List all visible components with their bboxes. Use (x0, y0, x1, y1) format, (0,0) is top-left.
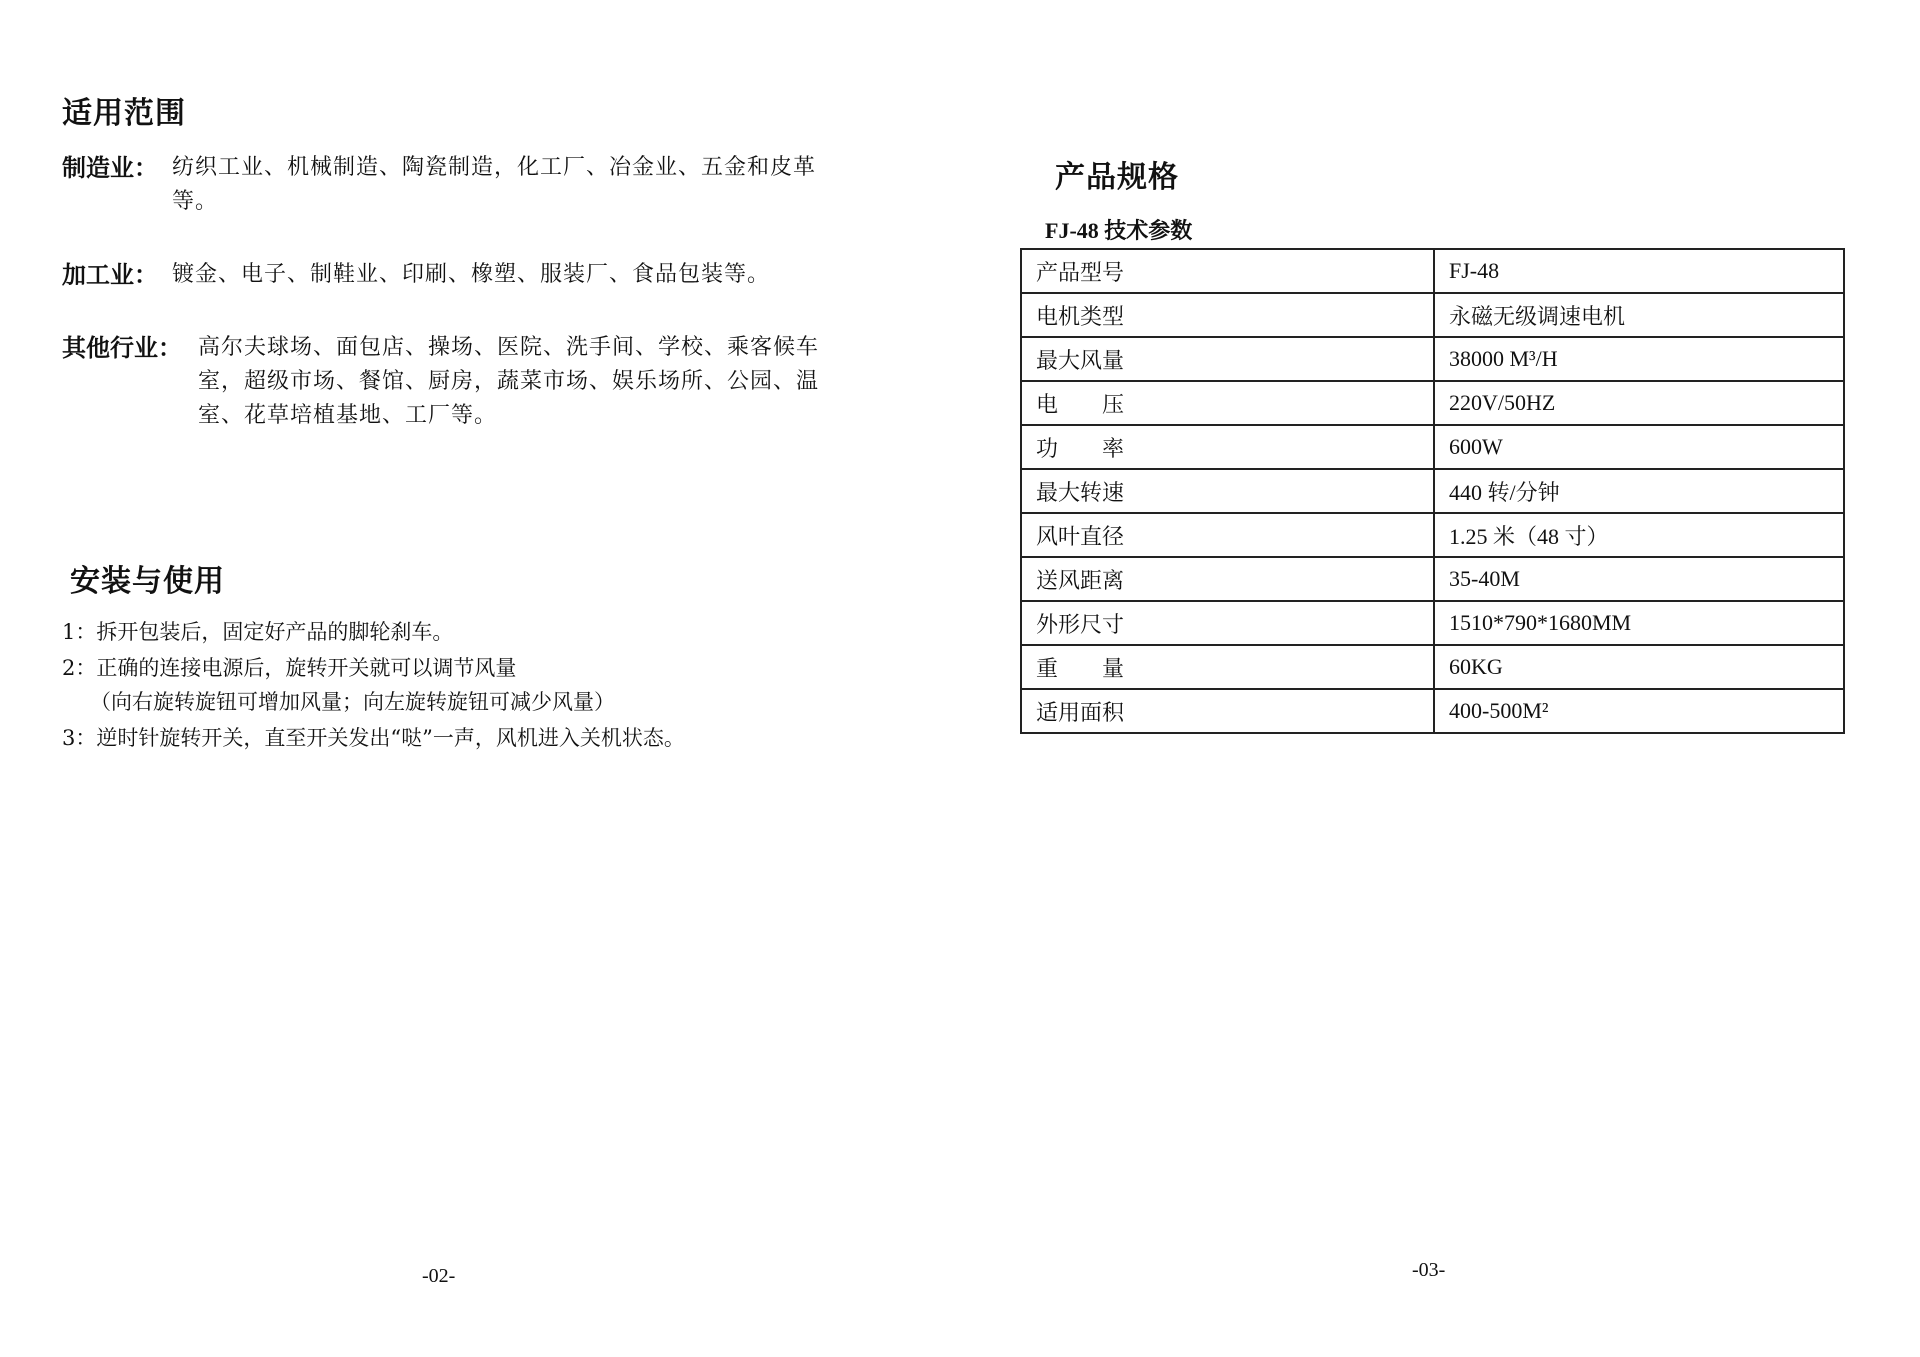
install-step-3: 3：逆时针旋转开关，直至开关发出“哒”一声，风机进入关机状态。 (62, 726, 685, 750)
install-step-2-note: （向右旋转旋钮可增加风量；向左旋转旋钮可减少风量） (90, 690, 615, 714)
spec-table (1020, 248, 1845, 734)
spec-key: 电机类型 (1021, 293, 1434, 337)
spec-value: 1510*790*1680MM (1434, 601, 1844, 645)
install-step-1: 1：拆开包装后，固定好产品的脚轮刹车。 (62, 620, 454, 644)
spec-key: 功 率 (1021, 425, 1434, 469)
spec-value: 永磁无级调速电机 (1434, 293, 1844, 337)
table-row (1021, 557, 1844, 601)
spec-value: 600W (1434, 425, 1844, 469)
table-row (1021, 249, 1844, 293)
spec-value: 60KG (1434, 645, 1844, 689)
spec-key: 适用面积 (1021, 689, 1434, 733)
table-row (1021, 337, 1844, 381)
table-row (1021, 381, 1844, 425)
spec-title: 产品规格 (1055, 160, 1179, 195)
spec-key: 送风距离 (1021, 557, 1434, 601)
spec-key: 最大风量 (1021, 337, 1434, 381)
category-line: 等。 (172, 189, 219, 214)
spec-value: FJ-48 (1434, 249, 1844, 293)
table-row (1021, 513, 1844, 557)
table-row (1021, 425, 1844, 469)
spec-subtitle: FJ-48 技术参数 (1045, 218, 1193, 243)
category-label-processing: 加工业： (62, 261, 158, 289)
scope-title: 适用范围 (62, 96, 186, 131)
spec-value: 220V/50HZ (1434, 381, 1844, 425)
table-row (1021, 293, 1844, 337)
spec-key: 风叶直径 (1021, 513, 1434, 557)
spec-value: 38000 M³/H (1434, 337, 1844, 381)
spec-key: 重 量 (1021, 645, 1434, 689)
page-number-right: -03- (1412, 1259, 1446, 1281)
page-number-left: -02- (422, 1265, 456, 1287)
spec-value: 35-40M (1434, 557, 1844, 601)
table-row (1021, 645, 1844, 689)
category-line: 室、花草培植基地、工厂等。 (198, 403, 498, 428)
install-title: 安装与使用 (70, 564, 225, 599)
install-step-2: 2：正确的连接电源后，旋转开关就可以调节风量 (62, 656, 517, 680)
spec-value: 440 转/分钟 (1434, 469, 1844, 513)
spec-key: 最大转速 (1021, 469, 1434, 513)
spec-value: 1.25 米（48 寸） (1434, 513, 1844, 557)
category-label-other: 其他行业： (62, 334, 182, 362)
table-row (1021, 689, 1844, 733)
category-label-manufacturing: 制造业： (62, 154, 158, 182)
spec-key: 电 压 (1021, 381, 1434, 425)
spec-key: 产品型号 (1021, 249, 1434, 293)
table-row (1021, 601, 1844, 645)
spec-key: 外形尺寸 (1021, 601, 1434, 645)
category-line: 镀金、电子、制鞋业、印刷、橡塑、服装厂、食品包装等。 (172, 262, 771, 287)
spec-value: 400-500M² (1434, 689, 1844, 733)
category-line: 高尔夫球场、面包店、操场、医院、洗手间、学校、乘客候车 (198, 335, 820, 360)
category-line: 室，超级市场、餐馆、厨房，蔬菜市场、娱乐场所、公园、温 (198, 369, 820, 394)
category-line: 纺织工业、机械制造、陶瓷制造，化工厂、冶金业、五金和皮革 (172, 155, 817, 180)
table-row (1021, 469, 1844, 513)
